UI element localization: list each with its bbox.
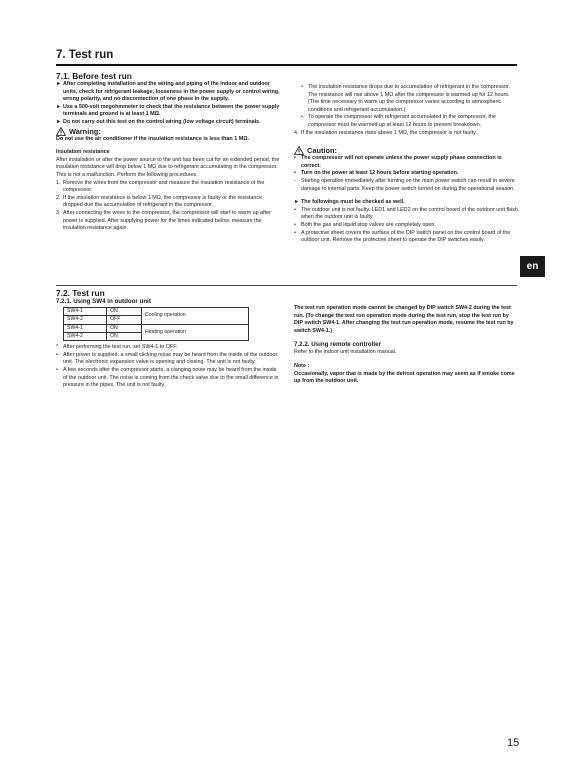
note-bullet-2: • To operate the compressor with refrigerant accumulated in the compressor, the compressor must be warmed up at least 12 hours to prevent breakdown. [301,114,496,128]
arrow-icon: ► [294,199,300,206]
caution-heading: Caution: [294,146,518,155]
test-run-note-2: • After power is supplied, a small clicking noise may be heard from the inside of the outdoor unit. The electronic expansion valve is opening and closing. The unit is not faulty. [56,351,278,366]
note-bullet-1b: (The time necessary to warm up the compressor varies according to atmospheric conditions and refrigerant accumulation.) [308,99,502,113]
page-title: 7. Test run [56,49,114,61]
dip-switch-note: The test run operation mode cannot be changed by DIP switch SW4-2 during the test run. (To change the test run operation mode during the test run, stop the test run by DIP switch SW4-1. After changing the test run operation mode, resume the test run by switch SW4-1.) [294,305,514,334]
step-1: 1. Remove the wires from the compressor and measure the insulation resistance of the compressor. [56,179,265,194]
heating-operation-cell: Heating operation [142,324,249,341]
check-also-item-2: • Both the gas and liquid stop valves are completely open. [294,221,436,228]
sw4-table [63,307,249,341]
arrow-icon: ► [56,81,62,87]
section-7-1-left [56,71,280,233]
check-item-1: ► After completing installation and the wiring and piping of the indoor and outdoor units, check for refrigerant leakage, looseness in the power supply or control wiring, wrong polarity, and no disconnection of one phase in the supply. [56,81,280,103]
check-item-2: ► Use a 500-volt megohmmeter to check that the resistance between the power supply terminals and ground is at least 1 MΩ. [56,103,280,118]
step-2: 2. If the insulation resistance is below 1 MΩ, the compressor is faulty or the resistance dropped due the accumulation of refrigerant in the compressor. [56,194,263,209]
subheading-7-2-2: 7.2.2. Using remote controller [294,341,381,349]
test-run-note-3: • A few seconds after the compressor starts, a clanging noise may be heard from the inside of the outdoor unit. The noise is coming from the check valve due to the small difference in pressure in the pipes. The unit is not faulty. [56,366,279,389]
note-text: Occasionally, vapor that is made by the defrost operation may seem as if smoke come up from the outdoor unit. [294,370,515,385]
section-7-2-left [56,288,280,390]
warning-text: Do not use the air conditioner if the insulation resistance is less than 1 MΩ. [56,135,250,142]
step-4: 4. If the insulation resistance rises above 1 MΩ, the compressor is not faulty. [294,129,477,136]
section-7-1-right [294,84,518,245]
step-3: 3. After connecting the wires to the compressor, the compressor will start to warm up after power is supplied. After supplying power for the times indicated below, measure the insulation resistance again. [56,209,271,232]
check-also-item-1: • The outdoor unit is not faulty. LED1 and LED2 on the control board of the outdoor unit flash when the outdoor unit is faulty. [294,206,518,221]
check-also-heading: ► The followings must be checked as well. [294,199,405,206]
page-number: 15 [507,737,520,749]
caution-item-2: • Turn on the power at least 12 hours before starting operation. [294,170,459,177]
warning-heading: Warning: [56,127,280,136]
table-row: SW4-2 ON [64,332,249,340]
arrow-icon: ► [56,118,62,125]
insulation-resistance-text: After installation or after the power source to the unit has been cut for an extended period, the insulation resistance will drop below 1 MΩ due to refrigerant accumulating in the compressor. This is not a malfunction. Perform the following procedures. [56,156,280,178]
section-rule [56,285,517,286]
note-bullet-1: • The insulation resistance drops due to accumulation of refrigerant in the compressor. The resistance will rise above 1 MΩ after the compressor is warmed up for 12 hours. [301,84,510,98]
section-7-2-right [294,305,518,386]
caution-triangle-icon [294,146,304,155]
table-row: SW4-2 OFF [64,316,249,324]
caution-item-3: - Starting operation immediately after turning on the main power switch can result in severe damage to internal parts. Keep the power switch turned on during the operational season. [294,177,515,192]
insulation-resistance-title: Insulation resistance [56,149,110,156]
section-heading-7-2: 7.2. Test run [56,288,105,298]
table-row: SW4-1 ON Cooling operation [64,308,249,316]
table-row: SW4-1 ON Heating operation [64,324,249,332]
caution-item-1: • The compressor will not operate unless the power supply phase connection is correct. [294,155,502,169]
language-tab: en [520,256,545,277]
warning-triangle-icon [56,127,66,136]
check-also-item-3: • A protective sheet covers the surface of the DIP switch panel on the control board of the outdoor unit. Remove the protective sheet to operate the DIP switches easily. [294,229,511,244]
test-run-note-1: * After performing the test run, set SW4-1 to OFF. [56,344,178,351]
check-item-3: ► Do not carry out this test on the control wiring (low voltage circuit) terminals. [56,118,261,125]
title-rule [56,64,517,66]
remote-controller-text: Refer to the indoor unit installation manual. [294,349,397,356]
arrow-icon: ► [56,103,62,110]
note-title: Note : [294,362,310,369]
section-heading-7-1: 7.1. Before test run [56,71,132,81]
subheading-7-2-1: 7.2.1. Using SW4 in outdoor unit [56,298,151,305]
cooling-operation-cell: Cooling operation [142,308,249,325]
